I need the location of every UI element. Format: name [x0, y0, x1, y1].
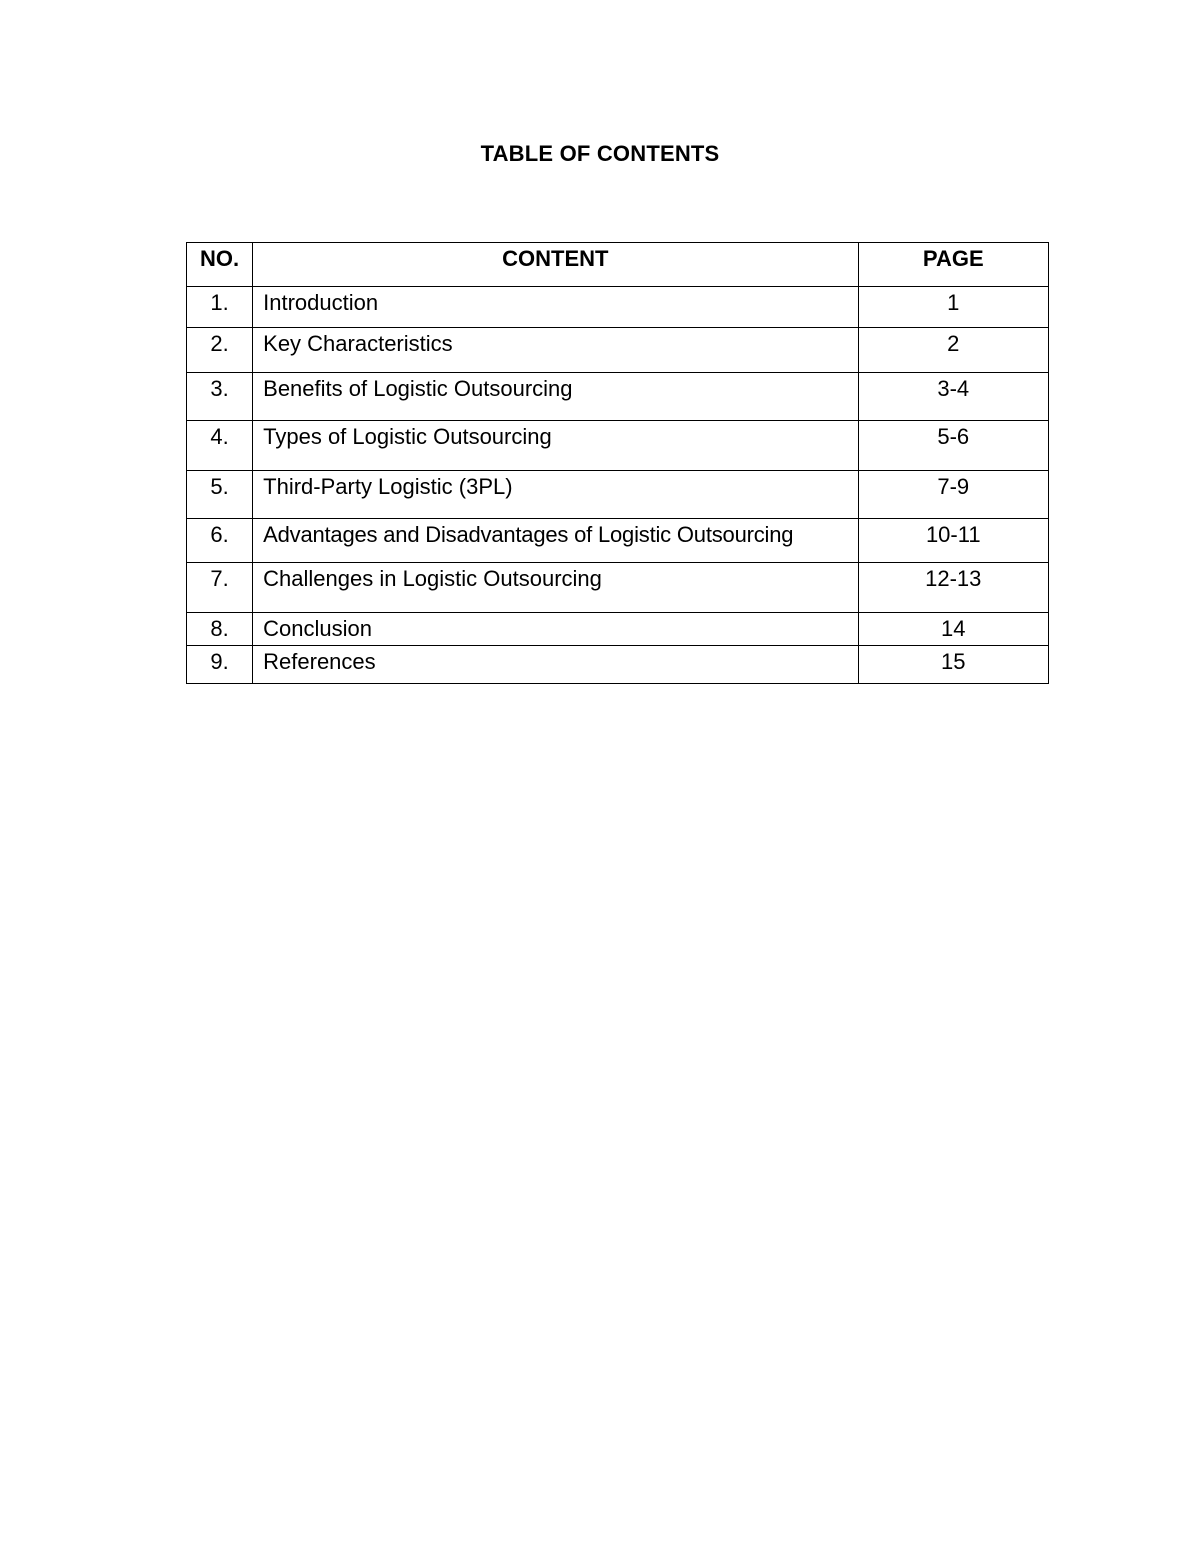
row-number: 5.: [187, 471, 253, 519]
toc-table: [186, 242, 1049, 684]
table-row: [187, 287, 1049, 328]
table-row: [187, 471, 1049, 519]
table-header-row: [187, 243, 1049, 287]
row-content: Third-Party Logistic (3PL): [253, 471, 858, 519]
row-content: Challenges in Logistic Outsourcing: [253, 563, 858, 613]
row-number: 9.: [187, 646, 253, 684]
row-content: Introduction: [253, 287, 858, 328]
row-page: 5-6: [858, 421, 1048, 471]
header-content: CONTENT: [253, 243, 858, 287]
row-number: 8.: [187, 613, 253, 646]
page-title: TABLE OF CONTENTS: [480, 141, 720, 166]
row-content: Types of Logistic Outsourcing: [253, 421, 858, 471]
row-number: 1.: [187, 287, 253, 328]
row-page: 12-13: [858, 563, 1048, 613]
row-number: 3.: [187, 373, 253, 421]
row-content: Conclusion: [253, 613, 858, 646]
header-page: PAGE: [858, 243, 1048, 287]
row-number: 6.: [187, 519, 253, 563]
table-row: [187, 328, 1049, 373]
row-page: 3-4: [858, 373, 1048, 421]
row-page: 2: [858, 328, 1048, 373]
row-page: 15: [858, 646, 1048, 684]
table-row: [187, 613, 1049, 646]
row-number: 4.: [187, 421, 253, 471]
row-content: Benefits of Logistic Outsourcing: [253, 373, 858, 421]
row-page: 10-11: [858, 519, 1048, 563]
row-number: 7.: [187, 563, 253, 613]
table-row: [187, 646, 1049, 684]
row-page: 7-9: [858, 471, 1048, 519]
row-number: 2.: [187, 328, 253, 373]
row-content: References: [253, 646, 858, 684]
row-page: 14: [858, 613, 1048, 646]
row-content: Key Characteristics: [253, 328, 858, 373]
row-content: Advantages and Disadvantages of Logistic Outsourcing: [253, 519, 858, 563]
table-row: [187, 373, 1049, 421]
table-row: [187, 563, 1049, 613]
header-no: NO.: [187, 243, 253, 287]
table-row: [187, 421, 1049, 471]
table-row: [187, 519, 1049, 563]
row-page: 1: [858, 287, 1048, 328]
